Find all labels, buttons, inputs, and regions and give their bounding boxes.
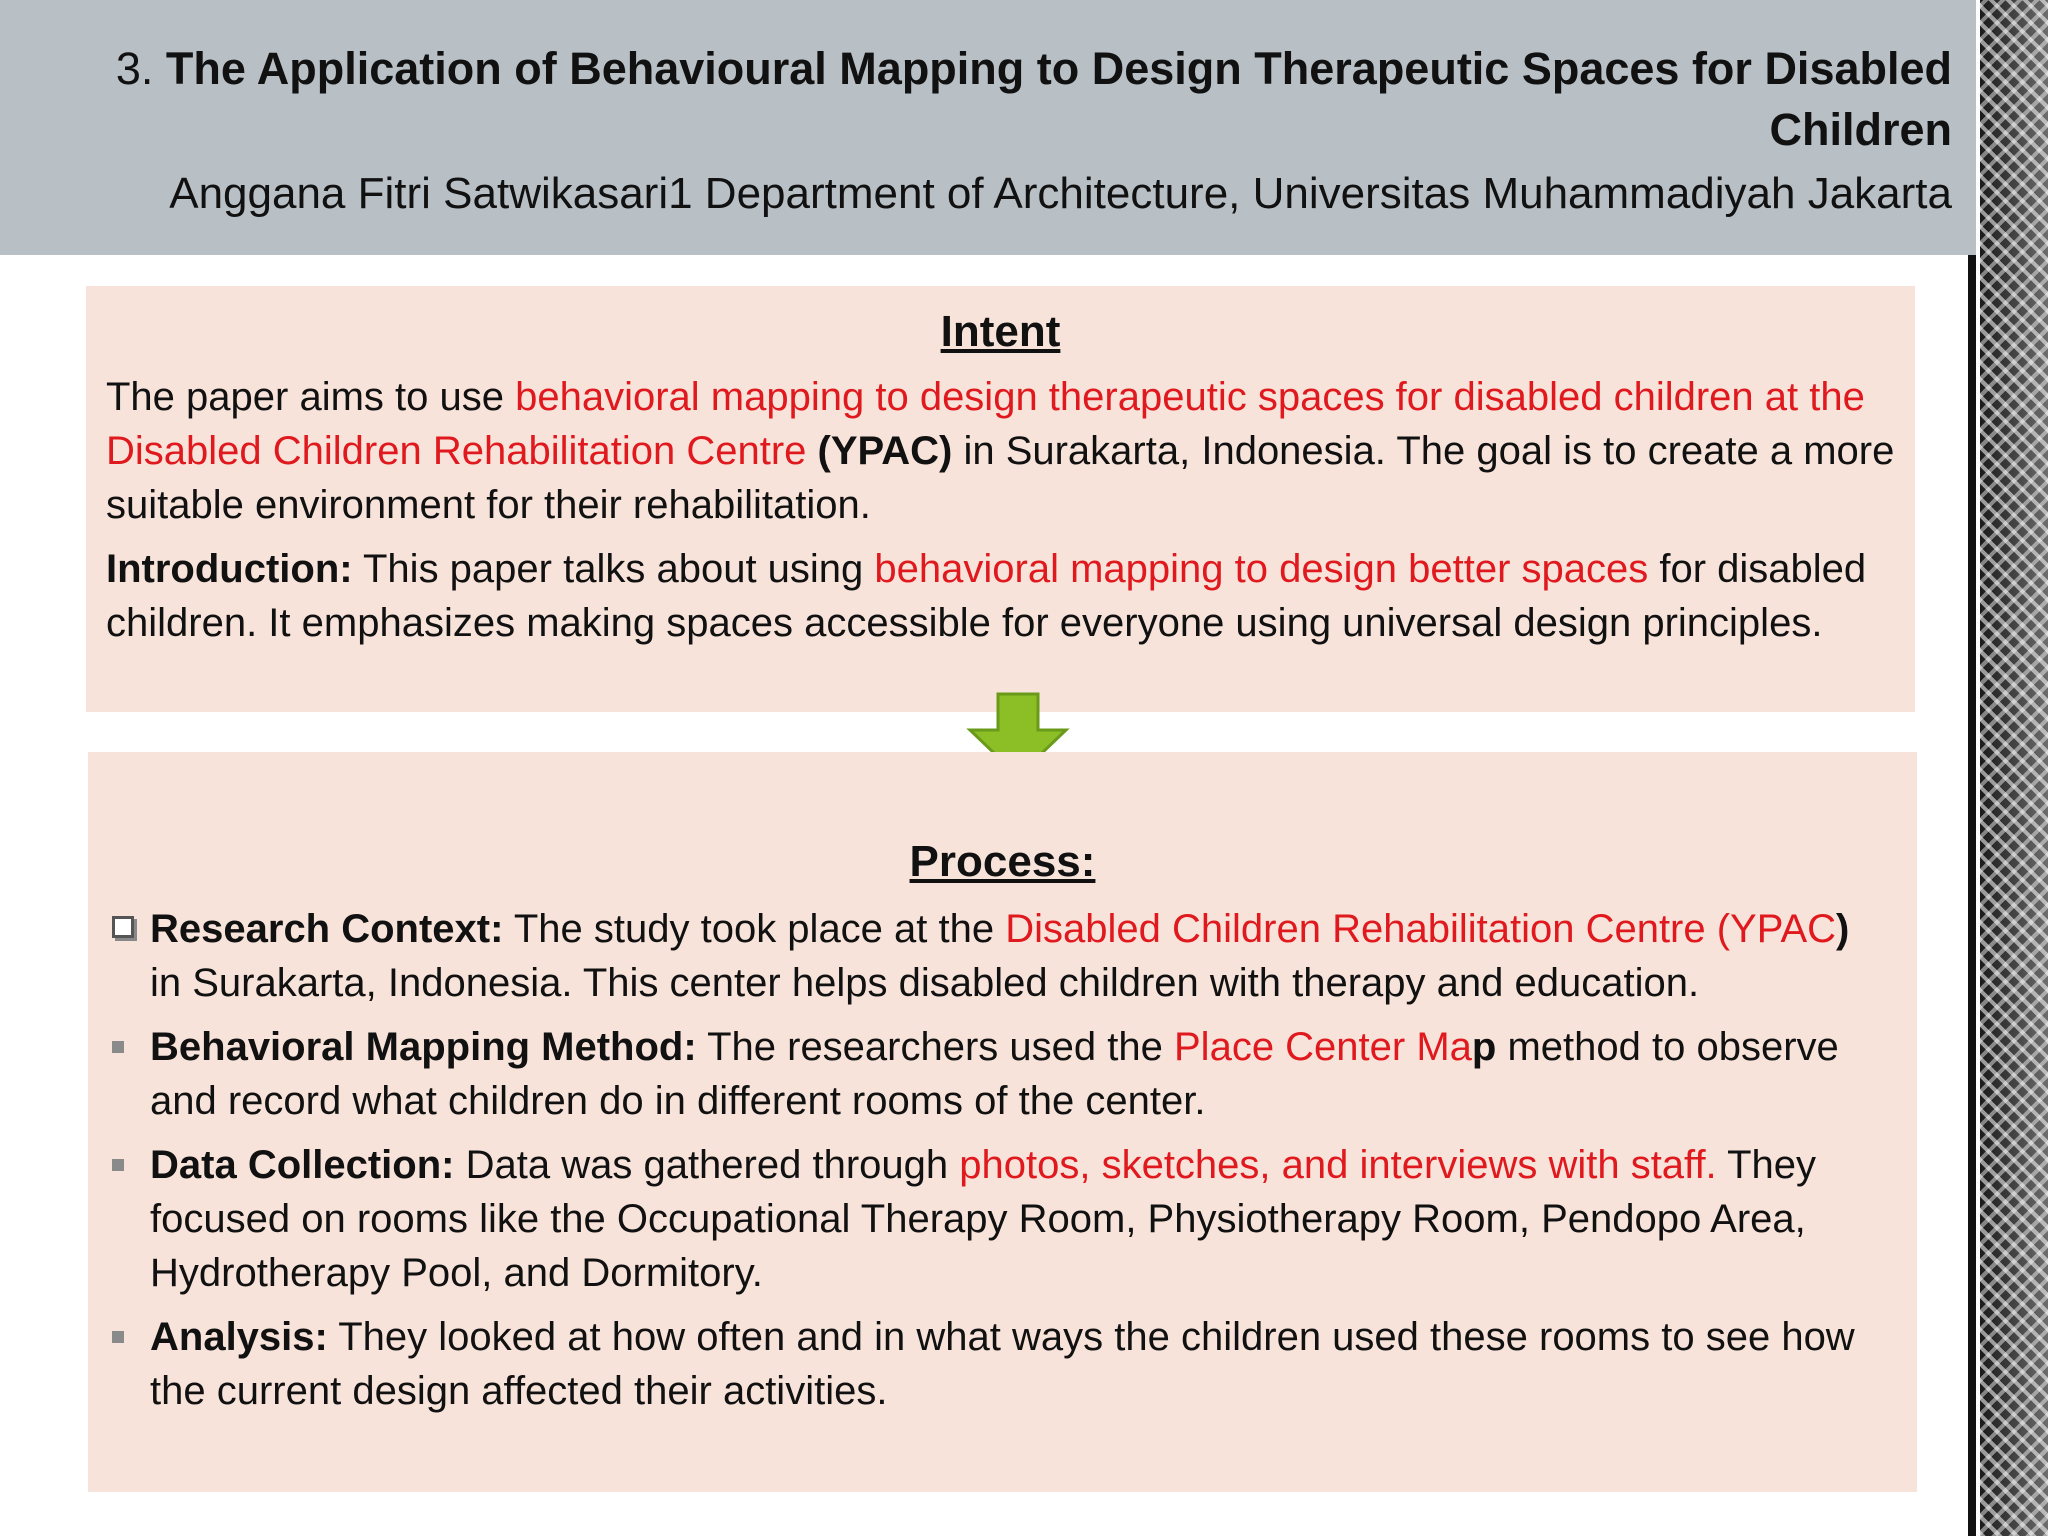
process-panel [88, 752, 1917, 1492]
decorative-side-strip [1980, 0, 2048, 1536]
list-item [88, 1138, 1890, 1300]
highlight-text: Disabled Children Rehabilitation Centre (YPAC [1005, 907, 1837, 951]
text-run: The paper aims to use [106, 375, 516, 419]
introduction-label: Introduction: [106, 547, 353, 591]
header-banner [0, 0, 1976, 255]
bold-text: ) [1836, 907, 1850, 951]
text-run: in Surakarta, Indonesia. This center helps disabled children with therapy and education. [150, 961, 1700, 1005]
text-run [806, 429, 817, 473]
list-item [88, 1020, 1890, 1128]
text-run: in Surakarta, Indonesia. The goal is to create a more suitable environment for their rehabilitation. [106, 429, 1895, 527]
text-run: The researchers used the [696, 1025, 1174, 1069]
bold-text: (YPAC) [817, 429, 953, 473]
text-run: They looked at how often and in what ways the children used these rooms to see how the current design affected their activities. [150, 1315, 1855, 1413]
page-title [72, 38, 1952, 160]
intent-heading: Intent [940, 307, 1061, 356]
intent-body [106, 370, 1906, 650]
highlight-text: Place Center Ma [1174, 1025, 1472, 1069]
intent-panel [86, 286, 1915, 712]
checkbox-bullet-icon [112, 916, 134, 938]
square-bullet-icon [112, 1041, 124, 1053]
text-run: This paper talks about using [352, 547, 875, 591]
highlight-text: behavioral mapping to design better spaces [874, 547, 1649, 591]
process-heading: Process: [909, 837, 1096, 886]
item-label: Behavioral Mapping Method: [150, 1025, 697, 1069]
highlight-text: behavioral mapping to design therapeutic spaces for disabled children at the Disabled Children Rehabilitation Centre [106, 375, 1865, 473]
item-label: Analysis: [150, 1315, 328, 1359]
text-run: for disabled children. It emphasizes making spaces accessible for everyone using universal design principles. [106, 547, 1867, 645]
title-number: 3. [115, 43, 154, 94]
item-label: Research Context: [150, 907, 504, 951]
intent-paragraph [106, 370, 1906, 532]
introduction-paragraph [106, 542, 1906, 650]
bold-text: p [1471, 1025, 1497, 1069]
process-list [88, 902, 1917, 1428]
square-bullet-icon [112, 1159, 124, 1171]
text-run: The study took place at the [503, 907, 1006, 951]
title-text: The Application of Behavioural Mapping to Design Therapeutic Spaces for Disabled Children [165, 43, 1952, 155]
list-item [88, 902, 1890, 1010]
highlight-text: photos, sketches, and interviews with staff. [959, 1143, 1717, 1187]
list-item [88, 1310, 1890, 1418]
author-affiliation: Anggana Fitri Satwikasari1 Department of Architecture, Universitas Muhammadiyah Jakarta [169, 169, 1952, 218]
text-run: Data was gathered through [454, 1143, 960, 1187]
square-bullet-icon [112, 1331, 124, 1343]
text-run: method to observe and record what children do in different rooms of the center. [150, 1025, 1839, 1123]
text-run: They focused on rooms like the Occupational Therapy Room, Physiotherapy Room, Pendopo Area, Hydrotherapy Pool, and Dormitory. [150, 1143, 1816, 1295]
item-label: Data Collection: [150, 1143, 455, 1187]
